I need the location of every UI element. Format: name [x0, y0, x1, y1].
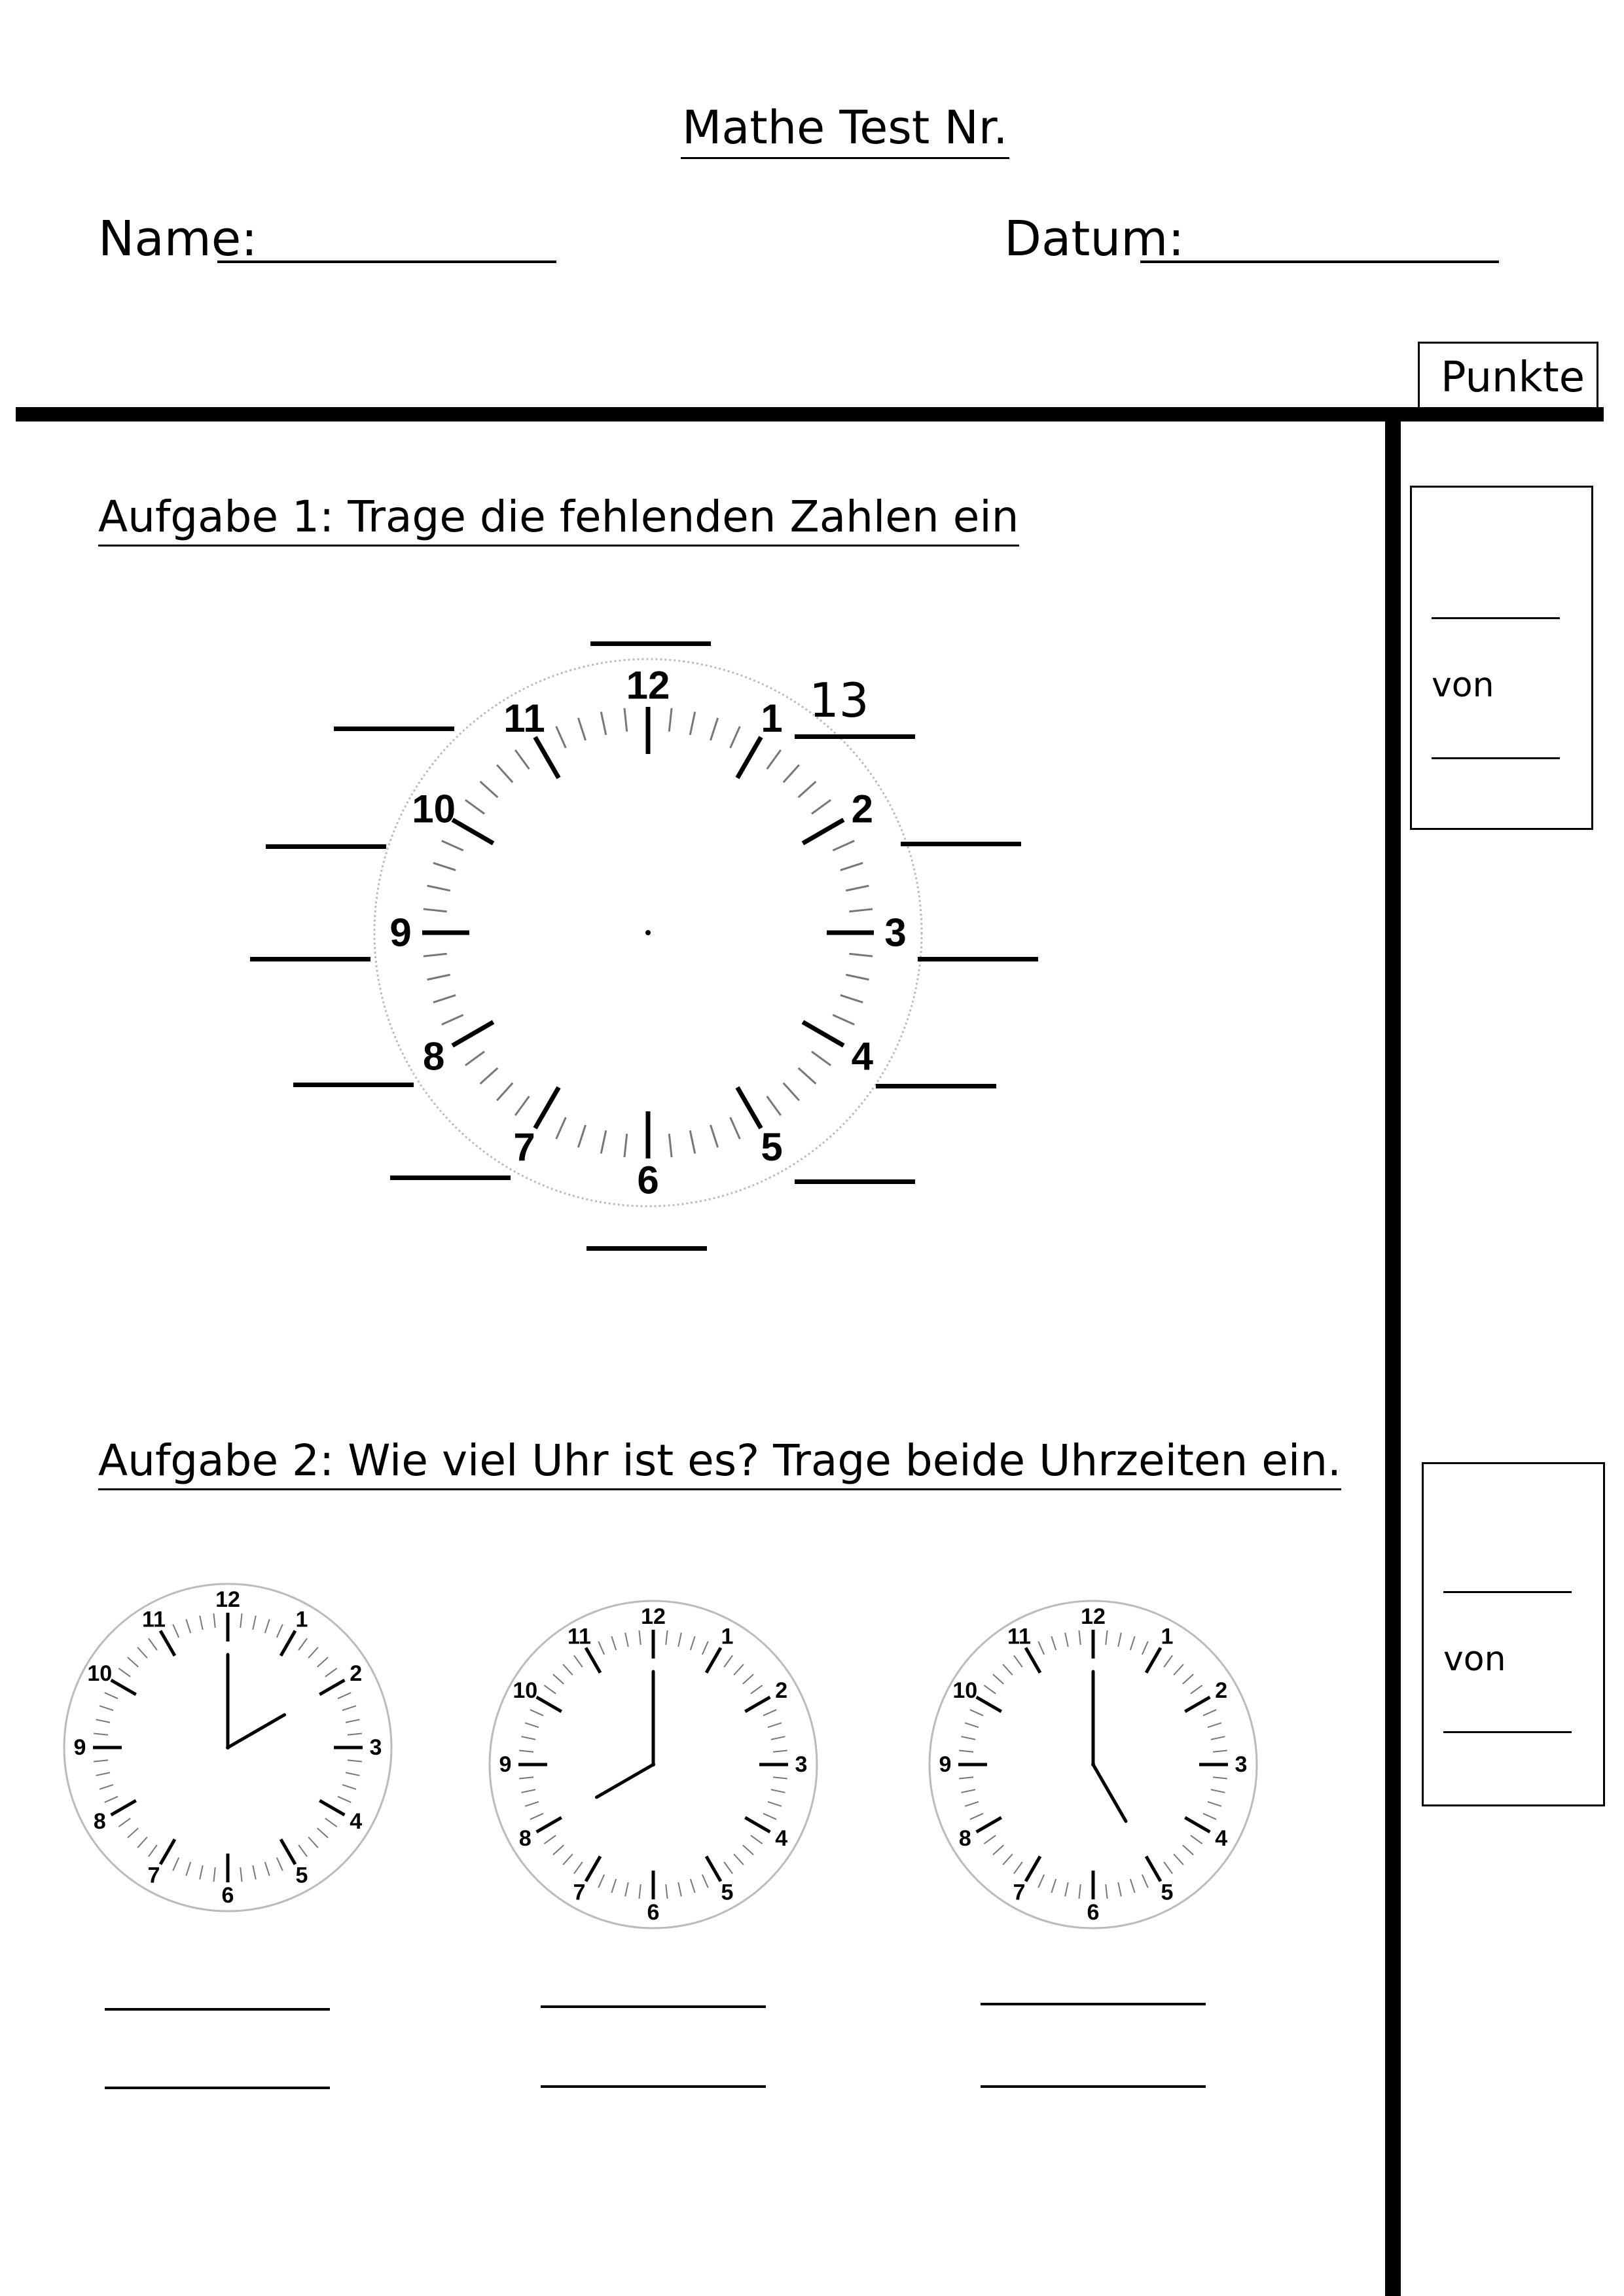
clock-number: 4	[851, 1034, 874, 1079]
clock-number: 12	[215, 1587, 240, 1612]
time-answer-line[interactable]	[541, 2085, 766, 2088]
clock-number: 10	[952, 1678, 978, 1703]
number-answer-blank[interactable]	[586, 1246, 707, 1251]
clock-number: 9	[73, 1735, 86, 1760]
clock-number: 7	[147, 1863, 160, 1888]
clock-number: 11	[568, 1624, 591, 1649]
clock-number: 3	[369, 1735, 382, 1760]
time-answer-line[interactable]	[981, 2085, 1206, 2088]
score-box-task1	[1410, 486, 1593, 830]
clock-number: 10	[513, 1678, 538, 1703]
score-von-label: von	[1443, 1640, 1506, 1679]
clock-number: 3	[1235, 1752, 1248, 1777]
clock-number: 12	[1081, 1604, 1106, 1629]
number-answer-blank[interactable]	[918, 957, 1038, 961]
number-answer-blank[interactable]	[901, 842, 1021, 846]
clock-number: 6	[637, 1158, 659, 1202]
clock-center	[645, 930, 651, 935]
score-max-field[interactable]	[1443, 1731, 1572, 1733]
clock-number: 9	[389, 910, 412, 955]
clock-number: 9	[499, 1752, 512, 1777]
clock-number: 5	[721, 1880, 734, 1905]
task1-clock	[373, 655, 923, 1217]
number-answer-blank[interactable]	[250, 957, 370, 961]
task2-clock-2	[483, 1594, 823, 1935]
time-answer-line[interactable]	[981, 2003, 1206, 2005]
clock-number: 4	[775, 1826, 788, 1851]
clock-number: 4	[1215, 1826, 1228, 1851]
clock-number: 8	[422, 1034, 445, 1079]
time-answer-line[interactable]	[105, 2087, 330, 2089]
score-max-field[interactable]	[1432, 757, 1560, 759]
task2-clock-1	[58, 1577, 398, 1918]
clock-number: 7	[513, 1124, 535, 1169]
clock-number: 5	[1161, 1880, 1174, 1905]
number-answer-blank[interactable]	[266, 844, 386, 849]
clock-number: 2	[775, 1678, 788, 1703]
clock-number: 9	[939, 1752, 952, 1777]
score-box-task2	[1422, 1462, 1605, 1806]
points-header: Punkte	[1418, 342, 1598, 410]
clock-number: 8	[93, 1809, 106, 1834]
clock-number: 6	[221, 1883, 234, 1908]
clock-number: 5	[761, 1124, 783, 1169]
task1-heading: Aufgabe 1: Trage die fehlenden Zahlen ein	[98, 490, 1019, 547]
clock-number: 5	[295, 1863, 308, 1888]
clock-number: 12	[626, 663, 670, 708]
clock-number: 11	[503, 696, 545, 741]
clock-number: 8	[518, 1826, 532, 1851]
clock-number: 2	[350, 1661, 363, 1686]
clock-number: 11	[1007, 1624, 1031, 1649]
clock-number: 8	[958, 1826, 971, 1851]
time-answer-line[interactable]	[105, 2008, 330, 2011]
clock-number: 4	[350, 1809, 363, 1834]
number-answer-blank[interactable]	[795, 1179, 915, 1184]
number-answer-blank[interactable]	[293, 1083, 414, 1087]
clock-number: 2	[1215, 1678, 1228, 1703]
task2-clock-3	[923, 1594, 1263, 1935]
number-answer-blank[interactable]	[795, 734, 915, 739]
score-achieved-field[interactable]	[1443, 1591, 1572, 1593]
name-field[interactable]	[217, 260, 556, 263]
example-number: 13	[809, 673, 869, 728]
number-answer-blank[interactable]	[876, 1084, 996, 1088]
clock-number: 7	[1013, 1880, 1026, 1905]
name-label: Name:	[98, 211, 258, 267]
number-answer-blank[interactable]	[590, 641, 711, 646]
clock-number: 3	[795, 1752, 808, 1777]
clock-number: 1	[1161, 1624, 1174, 1649]
time-answer-line[interactable]	[541, 2005, 766, 2008]
clock-number: 6	[647, 1900, 660, 1925]
score-achieved-field[interactable]	[1432, 617, 1560, 619]
score-von-label: von	[1432, 666, 1494, 705]
clock-number: 10	[87, 1661, 113, 1686]
date-label: Datum:	[1004, 211, 1185, 267]
clock-number: 11	[142, 1607, 166, 1632]
clock-number: 10	[412, 787, 456, 831]
date-field[interactable]	[1140, 260, 1499, 263]
score-column-divider	[1385, 419, 1401, 2296]
header-divider	[16, 407, 1604, 422]
clock-number: 1	[761, 696, 783, 741]
clock-number: 2	[851, 787, 874, 831]
clock-number: 3	[884, 910, 907, 955]
clock-number: 6	[1087, 1900, 1100, 1925]
clock-number: 1	[295, 1607, 308, 1632]
clock-number: 1	[721, 1624, 734, 1649]
clock-number: 7	[573, 1880, 586, 1905]
page-title: Mathe Test Nr.	[681, 98, 1009, 159]
clock-number: 12	[641, 1604, 666, 1629]
task2-heading: Aufgabe 2: Wie viel Uhr ist es? Trage beide Uhrzeiten ein.	[98, 1433, 1341, 1490]
number-answer-blank[interactable]	[390, 1175, 511, 1180]
number-answer-blank[interactable]	[334, 726, 454, 731]
